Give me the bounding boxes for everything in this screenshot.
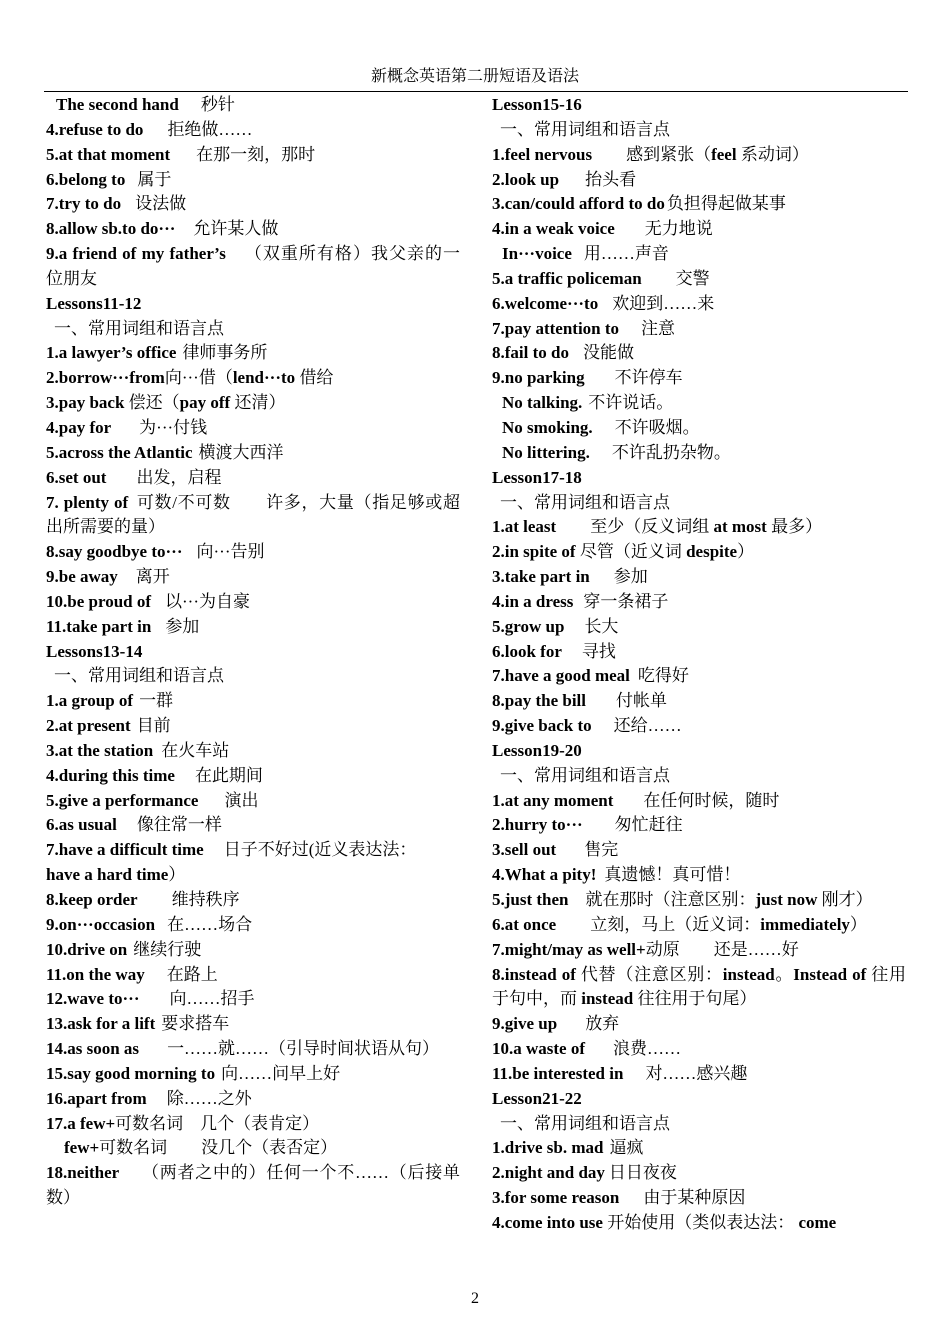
phrase-term: 2.at present	[46, 716, 131, 736]
left-phrase-entry	[46, 838, 460, 863]
left-phrase-entry	[46, 1112, 460, 1137]
phrase-term: 14.as soon as	[46, 1039, 140, 1059]
phrase-term: feel	[711, 144, 737, 164]
phrase-term: 11.on the way	[46, 964, 145, 984]
phrase-meaning: 交警	[675, 268, 710, 288]
phrase-meaning: 律师事务所	[182, 343, 268, 363]
left-phrase-entry	[46, 391, 460, 416]
left-phrase-entry	[46, 366, 460, 391]
phrase-meaning: 秒针	[200, 95, 235, 114]
left-phrase-entry	[46, 739, 460, 764]
phrase-term: immediately	[760, 914, 850, 934]
left-phrase-entry	[46, 888, 460, 913]
phrase-meaning: 尽管（近义词	[575, 542, 687, 562]
left-lesson-heading	[46, 292, 460, 317]
phrase-meaning: 感到紧张（	[592, 144, 712, 164]
left-phrase-entry	[46, 1136, 460, 1161]
phrase-meaning: 属于	[137, 169, 172, 189]
phrase-term: 8.instead of	[492, 964, 576, 984]
phrase-meaning: 参加	[613, 567, 648, 587]
phrase-term: 3.at the station	[46, 740, 154, 760]
phrase-meaning: 对……感兴趣	[645, 1063, 748, 1083]
left-phrase-entry	[46, 714, 460, 739]
phrase-term: 4.pay for	[46, 417, 112, 437]
left-phrase-entry	[46, 1037, 460, 1062]
phrase-meaning: ）	[168, 865, 186, 885]
right-phrase-entry	[492, 789, 906, 814]
phrase-term: 3.take part in	[492, 567, 590, 587]
phrase-term: Instead of	[793, 964, 867, 984]
lesson-title: Lesson19-20	[492, 740, 582, 760]
right-section-label: 一、常用词组和语言点	[500, 492, 670, 512]
right-section-label: 一、常用词组和语言点	[500, 119, 670, 139]
phrase-meaning: 出发，启程	[136, 467, 222, 487]
phrase-meaning: 不许吸烟。	[614, 417, 700, 437]
phrase-term: 6.set out	[46, 467, 107, 487]
phrase-term: In···voice	[502, 244, 572, 264]
phrase-meaning: （双重所有格）我父亲的一位朋友	[46, 244, 461, 288]
phrase-meaning: 向……招手	[169, 989, 255, 1009]
phrase-meaning: 至少（反义词组	[556, 517, 714, 537]
phrase-term: 4.refuse to do	[46, 119, 144, 139]
phrase-meaning: 可数名词 没几个（表否定）	[99, 1138, 338, 1158]
left-phrase-entry	[46, 466, 460, 491]
phrase-meaning: 不许说话。	[588, 393, 674, 413]
left-phrase-entry	[46, 789, 460, 814]
phrase-term: 5.at that moment	[46, 144, 171, 164]
left-phrase-entry	[46, 565, 460, 590]
phrase-meaning: 像往常一样	[136, 815, 222, 835]
phrase-meaning: 不许停车	[614, 368, 683, 388]
phrase-meaning: 向……问早上好	[221, 1063, 341, 1083]
header-rule	[44, 91, 908, 92]
phrase-meaning: 。	[774, 964, 794, 984]
phrase-term: 1.a group of	[46, 691, 134, 711]
phrase-meaning: 在那一刻，那时	[196, 144, 316, 164]
lesson-title: Lesson15-16	[492, 95, 582, 114]
lesson-title: Lesson17-18	[492, 467, 582, 487]
phrase-meaning: 拒绝做……	[167, 119, 253, 139]
phrase-meaning: 就在那时（注意区别：	[568, 890, 756, 909]
phrase-term: 18.neither	[46, 1163, 120, 1183]
phrase-term: 8.allow sb.to do···	[46, 219, 176, 239]
phrase-meaning: 吃得好	[637, 666, 689, 686]
phrase-meaning: 借给	[295, 368, 334, 388]
lesson-title: Lessons11-12	[46, 293, 142, 313]
phrase-meaning: 寻找	[581, 641, 616, 661]
left-phrase-entry	[46, 540, 460, 565]
phrase-term: at most	[713, 517, 767, 537]
phrase-meaning: 付帐单	[616, 691, 667, 711]
phrase-term: 1.drive sb. mad	[492, 1138, 604, 1158]
phrase-meaning: 刚才）	[817, 890, 873, 909]
right-lesson-heading	[492, 466, 906, 491]
phrase-term: 17.a few+	[46, 1113, 116, 1133]
phrase-term: 6.as usual	[46, 815, 117, 835]
phrase-term: 9.no parking	[492, 368, 585, 388]
phrase-term: 15.say good morning to	[46, 1063, 216, 1083]
left-phrase-entry	[46, 913, 460, 938]
phrase-meaning: 在此期间	[194, 765, 263, 785]
phrase-term: 1.feel nervous	[492, 144, 593, 164]
phrase-meaning: 偿还（	[124, 393, 180, 413]
phrase-term: 3.for some reason	[492, 1188, 620, 1208]
phrase-term: 1.a lawyer’s office	[46, 343, 177, 363]
phrase-meaning: 系动词）	[736, 144, 809, 164]
phrase-meaning: 开始使用（类似表达法：	[602, 1212, 799, 1232]
left-phrase-entry	[46, 1062, 460, 1087]
phrase-meaning: 无力地说	[644, 219, 713, 239]
phrase-term: 9.on···occasion	[46, 914, 156, 934]
phrase-term: 16.apart from	[46, 1088, 147, 1108]
left-phrase-entry	[46, 615, 460, 640]
left-phrase-entry	[46, 938, 460, 963]
phrase-meaning: 往往用于句尾）	[633, 989, 757, 1009]
phrase-term: 2.borrow···from	[46, 368, 165, 388]
phrase-meaning: 逼疯	[609, 1138, 644, 1158]
phrase-term: lend···to	[232, 368, 296, 388]
phrase-meaning: 动原 还是……好	[645, 939, 799, 959]
phrase-term: 2.hurry to···	[492, 815, 583, 835]
phrase-term: 3.can/could afford to do	[492, 194, 665, 214]
phrase-meaning: 欢迎到……来	[612, 293, 715, 313]
right-phrase-entry	[492, 391, 906, 416]
phrase-meaning: 以···为自豪	[165, 591, 250, 611]
right-phrase-entry	[492, 913, 906, 938]
phrase-term: 5.across the Atlantic	[46, 442, 193, 462]
phrase-term: 4.come into use	[492, 1212, 603, 1232]
phrase-meaning: 在路上	[166, 964, 218, 984]
phrase-meaning: 最多）	[766, 517, 823, 537]
left-lesson-heading	[46, 640, 460, 665]
phrase-meaning: 用……声音	[583, 244, 669, 264]
right-phrase-entry	[492, 888, 906, 913]
right-phrase-entry	[492, 689, 906, 714]
phrase-term: 7.have a good meal	[492, 666, 630, 686]
left-phrase-entry	[46, 1161, 460, 1211]
phrase-meaning: 长大	[584, 616, 619, 636]
phrase-meaning: 真遗憾！真可惜！	[604, 865, 741, 885]
phrase-meaning: 可数/不可数 许多，大量（指足够或超出所需要的量）	[46, 492, 460, 537]
right-phrase-entry	[492, 217, 906, 242]
right-phrase-entry	[492, 1062, 906, 1087]
phrase-meaning: 目前	[136, 716, 171, 736]
phrase-term: 7.try to do	[46, 194, 122, 214]
left-phrase-entry	[46, 689, 460, 714]
right-phrase-entry	[492, 267, 906, 292]
phrase-meaning: 立刻，马上（近义词：	[556, 914, 761, 934]
phrase-meaning: 一群	[139, 691, 174, 711]
right-lesson-heading	[492, 739, 906, 764]
phrase-term: 3.pay back	[46, 393, 125, 413]
phrase-meaning: 还清）	[230, 393, 286, 413]
phrase-meaning: 为···付钱	[139, 417, 208, 437]
page-number: 2	[471, 1290, 479, 1307]
phrase-meaning: 可数名词 几个（表肯定）	[115, 1113, 320, 1133]
right-phrase-entry	[492, 515, 906, 540]
right-phrase-entry	[492, 292, 906, 317]
phrase-meaning: 设法做	[135, 194, 187, 214]
phrase-meaning: 允许某人做	[193, 219, 279, 239]
phrase-term: few+	[64, 1138, 100, 1158]
phrase-term: 3.sell out	[492, 840, 557, 860]
phrase-meaning: 要求搭车	[161, 1014, 230, 1034]
right-phrase-entry	[492, 640, 906, 665]
phrase-term: 10.drive on	[46, 939, 128, 959]
phrase-meaning: 不许乱扔杂物。	[611, 442, 731, 462]
right-lesson-heading	[492, 93, 906, 118]
right-phrase-entry	[492, 565, 906, 590]
left-phrase-entry	[46, 341, 460, 366]
left-phrase-entry	[46, 217, 460, 242]
right-phrase-entry	[492, 714, 906, 739]
phrase-meaning: 日子不好过(近义表达法：	[223, 840, 417, 860]
right-phrase-entry	[492, 317, 906, 342]
phrase-term: 9.a friend of my father’s	[46, 244, 226, 264]
phrase-term: 1.at least	[492, 517, 557, 537]
right-phrase-entry	[492, 441, 906, 466]
phrase-term: 8.fail to do	[492, 343, 569, 363]
phrase-term: No talking.	[502, 393, 583, 413]
phrase-term: 6.look for	[492, 641, 562, 661]
phrase-meaning: 在火车站	[161, 740, 230, 760]
left-phrase-entry	[46, 1012, 460, 1037]
right-phrase-entry	[492, 168, 906, 193]
left-phrase-entry	[46, 192, 460, 217]
right-phrase-entry	[492, 963, 906, 1013]
phrase-term: 12.wave to···	[46, 989, 140, 1009]
phrase-meaning: 演出	[224, 790, 259, 810]
phrase-term: despite	[686, 542, 738, 562]
left-column	[46, 93, 460, 1211]
right-phrase-entry	[492, 664, 906, 689]
phrase-meaning: 放弃	[585, 1014, 620, 1034]
right-phrase-entry	[492, 540, 906, 565]
phrase-term: 7.might/may as well+	[492, 939, 646, 959]
phrase-term: 4.in a dress	[492, 591, 574, 611]
right-section-label: 一、常用词组和语言点	[500, 1113, 670, 1133]
right-phrase-entry	[492, 938, 906, 963]
phrase-meaning: 注意	[641, 318, 676, 338]
phrase-term: 5.grow up	[492, 616, 565, 636]
phrase-term: have a hard time	[46, 865, 169, 885]
right-section-label: 一、常用词组和语言点	[500, 765, 670, 785]
phrase-meaning: ）	[849, 914, 867, 934]
phrase-meaning: 售完	[584, 840, 619, 860]
phrase-term: pay off	[179, 393, 231, 413]
phrase-meaning: 由于某种原因	[643, 1188, 746, 1208]
right-phrase-entry	[492, 341, 906, 366]
left-phrase-entry	[46, 987, 460, 1012]
phrase-term: 4.during this time	[46, 765, 175, 785]
phrase-meaning: 离开	[135, 567, 170, 587]
phrase-meaning: 在任何时候，随时	[643, 790, 780, 810]
phrase-meaning: 往用于句中，而	[492, 964, 907, 1009]
right-phrase-entry	[492, 143, 906, 168]
phrase-meaning: 继续行驶	[133, 939, 202, 959]
right-phrase-entry	[492, 838, 906, 863]
right-phrase-entry	[492, 1012, 906, 1037]
right-phrase-entry	[492, 813, 906, 838]
phrase-term: 2.night and day	[492, 1163, 605, 1183]
phrase-term: 5.just then	[492, 890, 569, 909]
phrase-meaning: 向···告别	[196, 542, 265, 562]
phrase-term: The second hand	[56, 95, 179, 114]
left-phrase-entry	[46, 168, 460, 193]
phrase-meaning: 日日夜夜	[608, 1163, 677, 1183]
phrase-term: 5.a traffic policeman	[492, 268, 642, 288]
phrase-term: 6.belong to	[46, 169, 126, 189]
left-phrase-entry	[46, 590, 460, 615]
left-phrase-entry	[46, 118, 460, 143]
phrase-term: 10.be proud of	[46, 591, 152, 611]
right-phrase-entry	[492, 615, 906, 640]
phrase-term: instead	[581, 989, 634, 1009]
phrase-term: 8.keep order	[46, 890, 138, 909]
phrase-meaning: 向···借（	[164, 368, 233, 388]
left-phrase-entry	[46, 441, 460, 466]
phrase-meaning: ）	[737, 542, 755, 562]
right-phrase-entry	[492, 1211, 906, 1236]
left-phrase-entry	[46, 242, 460, 292]
phrase-term: 4.What a pity!	[492, 865, 597, 885]
phrase-meaning: 除……之外	[166, 1088, 252, 1108]
phrase-term: 10.a waste of	[492, 1039, 586, 1059]
right-phrase-entry	[492, 192, 906, 217]
phrase-meaning: 没能做	[582, 343, 634, 363]
phrase-meaning: 代替（注意区别：	[575, 964, 723, 984]
left-section-label: 一、常用词组和语言点	[54, 318, 224, 338]
phrase-term: 6.at once	[492, 914, 557, 934]
phrase-term: 2.look up	[492, 169, 560, 189]
phrase-term: No littering.	[502, 442, 590, 462]
right-phrase-entry	[492, 1037, 906, 1062]
left-phrase-entry	[46, 416, 460, 441]
left-phrase-entry	[46, 93, 460, 118]
left-phrase-entry	[46, 143, 460, 168]
phrase-meaning: 在……场合	[167, 914, 253, 934]
phrase-term: 6.welcome···to	[492, 293, 599, 313]
phrase-term: 1.at any moment	[492, 790, 614, 810]
phrase-term: 11.be interested in	[492, 1063, 624, 1083]
phrase-term: 13.ask for a lift	[46, 1014, 156, 1034]
left-phrase-entry	[46, 813, 460, 838]
lesson-title: Lesson21-22	[492, 1088, 582, 1108]
phrase-term: 7. plenty of	[46, 492, 129, 512]
phrase-term: 8.say goodbye to···	[46, 542, 183, 562]
phrase-term: 9.be away	[46, 567, 118, 587]
right-phrase-entry	[492, 366, 906, 391]
phrase-term: 9.give back to	[492, 716, 592, 736]
phrase-meaning: 参加	[165, 616, 200, 636]
right-column	[492, 93, 906, 1236]
phrase-meaning: （两者之中的）任何一个不……（后接单数）	[46, 1163, 460, 1208]
left-phrase-entry	[46, 963, 460, 988]
phrase-term: 11.take part in	[46, 616, 152, 636]
phrase-meaning: 横渡大西洋	[198, 442, 284, 462]
right-phrase-entry	[492, 863, 906, 888]
phrase-term: 9.give up	[492, 1014, 558, 1034]
phrase-term: come	[798, 1212, 837, 1232]
left-phrase-entry	[46, 1087, 460, 1112]
phrase-term: 2.in spite of	[492, 542, 576, 562]
right-phrase-entry	[492, 416, 906, 441]
lesson-title: Lessons13-14	[46, 641, 143, 661]
phrase-meaning: 抬头看	[585, 169, 637, 189]
phrase-term: instead	[722, 964, 775, 984]
left-phrase-entry	[46, 863, 460, 888]
left-section-label: 一、常用词组和语言点	[54, 666, 224, 686]
phrase-meaning: 浪费……	[613, 1039, 682, 1059]
phrase-meaning: 一……就……（引导时间状语从句）	[167, 1039, 440, 1059]
phrase-meaning: 匆忙赶往	[614, 815, 683, 835]
left-phrase-entry	[46, 764, 460, 789]
phrase-term: 7.have a difficult time	[46, 840, 204, 860]
phrase-term: 7.pay attention to	[492, 318, 620, 338]
right-phrase-entry	[492, 1136, 906, 1161]
right-phrase-entry	[492, 242, 906, 267]
right-lesson-heading	[492, 1087, 906, 1112]
phrase-meaning: 还给……	[613, 716, 682, 736]
phrase-term: just now	[755, 890, 818, 909]
right-phrase-entry	[492, 590, 906, 615]
right-phrase-entry	[492, 1186, 906, 1211]
phrase-term: No smoking.	[502, 417, 593, 437]
phrase-meaning: 负担得起做某事	[666, 194, 786, 214]
phrase-meaning: 维持秩序	[171, 890, 240, 909]
phrase-term: 5.give a performance	[46, 790, 199, 810]
right-phrase-entry	[492, 1161, 906, 1186]
page-header: 新概念英语第二册短语及语法	[370, 68, 579, 85]
left-phrase-entry	[46, 491, 460, 541]
phrase-meaning: 穿一条裙子	[583, 591, 669, 611]
phrase-term: 8.pay the bill	[492, 691, 586, 711]
phrase-term: 4.in a weak voice	[492, 219, 615, 239]
